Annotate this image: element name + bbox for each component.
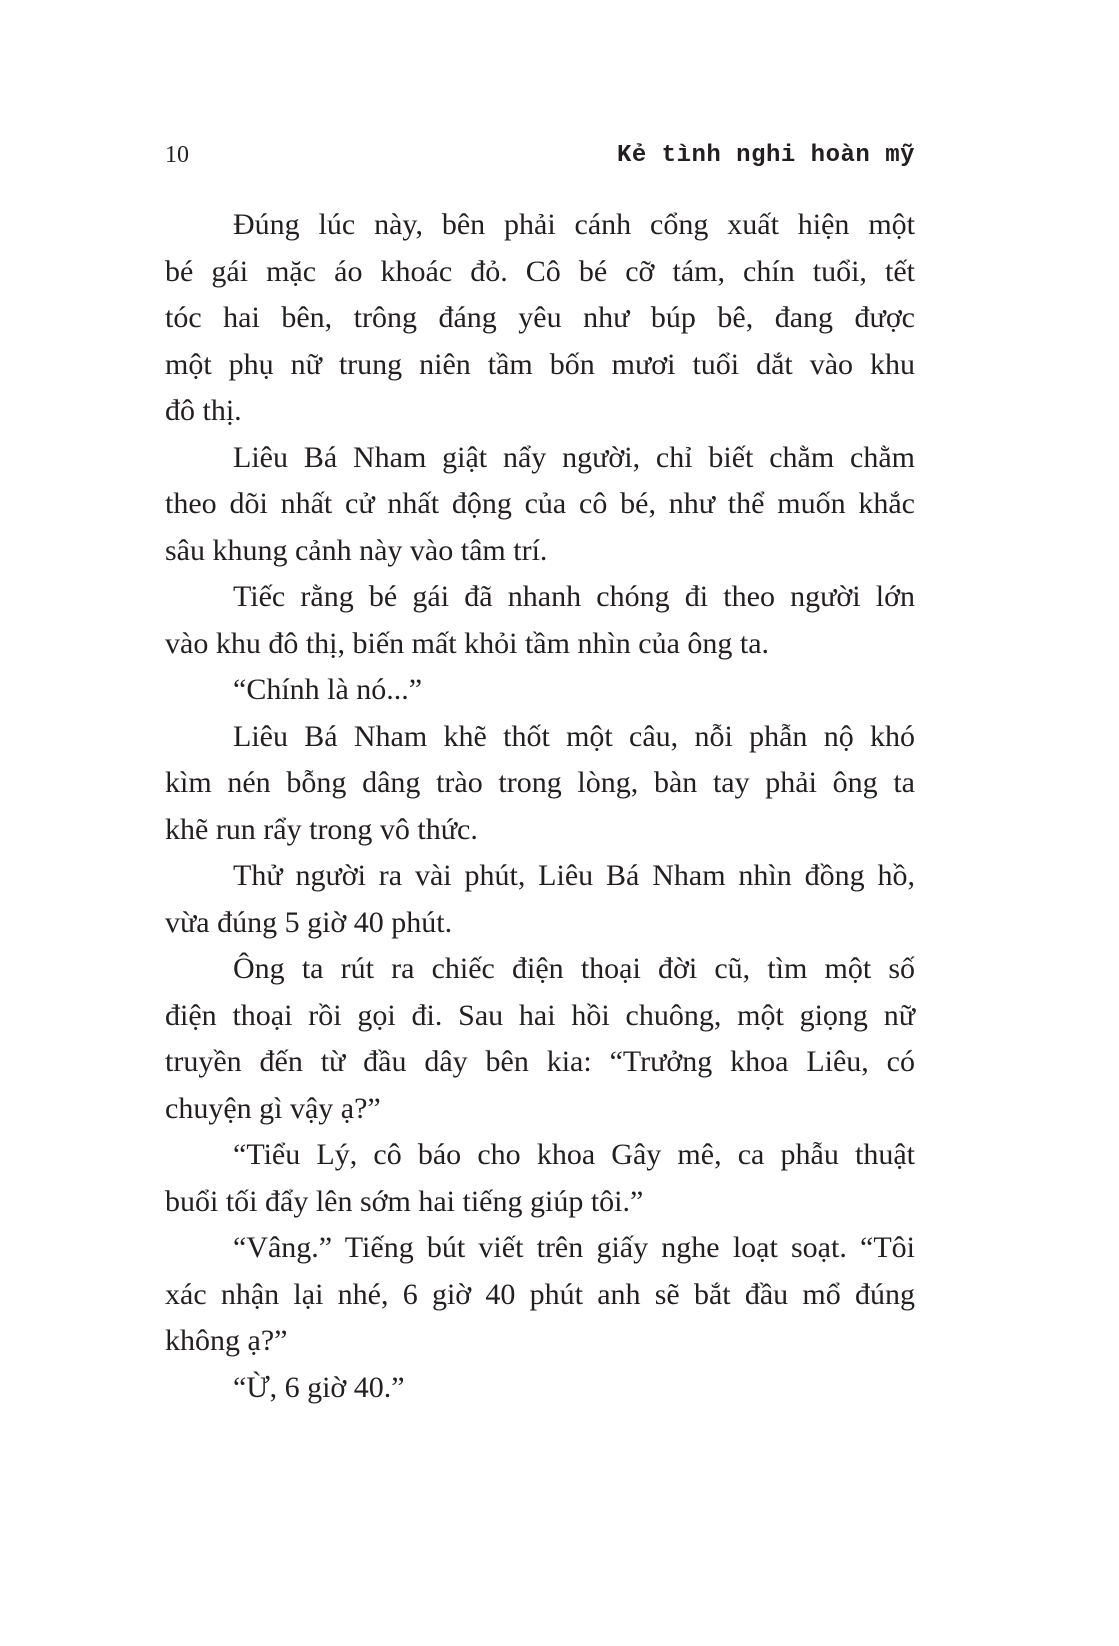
text-line: chuyện gì vậy ạ?” (165, 1091, 381, 1125)
paragraph (165, 574, 915, 667)
page-header (165, 142, 915, 176)
text-line: khẽ run rẩy trong vô thức. (165, 812, 478, 846)
paragraph (165, 1225, 915, 1365)
paragraph (165, 435, 915, 575)
paragraph (165, 853, 915, 946)
running-title: Kẻ tình nghi hoàn mỹ (616, 142, 915, 169)
text-line: một phụ nữ trung niên tầm bốn mươi tuổi dắt vào khu (165, 347, 915, 381)
text-line: Đúng lúc này, bên phải cánh cổng xuất hiện một (233, 208, 915, 241)
text-line: theo dõi nhất cử nhất động của cô bé, như thể muốn khắc (165, 487, 915, 520)
text-line: xác nhận lại nhé, 6 giờ 40 phút anh sẽ bắt đầu mổ đúng (165, 1277, 915, 1311)
text-line: điện thoại rồi gọi đi. Sau hai hồi chuông, một giọng nữ (165, 998, 915, 1032)
paragraph (165, 946, 915, 1132)
text-line: vào khu đô thị, biến mất khỏi tầm nhìn của ông ta. (165, 626, 770, 660)
paragraph (165, 1132, 915, 1225)
text-line: Tiếc rằng bé gái đã nhanh chóng đi theo người lớn (233, 580, 915, 613)
text-line: “Chính là nó...” (233, 673, 423, 706)
paragraph (165, 202, 915, 435)
text-line: không ạ?” (165, 1324, 288, 1357)
text-line: vừa đúng 5 giờ 40 phút. (165, 905, 453, 939)
text-line: Ông ta rút ra chiếc điện thoại đời cũ, tìm một số (233, 952, 915, 985)
text-line: Thử người ra vài phút, Liêu Bá Nham nhìn đồng hồ, (233, 859, 915, 892)
paragraph (165, 667, 915, 714)
text-line: kìm nén bỗng dâng trào trong lòng, bàn tay phải ông ta (165, 766, 915, 799)
text-line: đô thị. (165, 394, 242, 427)
body-text (165, 202, 915, 1411)
text-line: Liêu Bá Nham khẽ thốt một câu, nỗi phẫn nộ khó (233, 719, 915, 753)
paragraph (165, 1365, 915, 1412)
text-line: “Tiểu Lý, cô báo cho khoa Gây mê, ca phẫu thuật (233, 1138, 915, 1171)
text-line: Liêu Bá Nham giật nẩy người, chỉ biết chằm chằm (233, 440, 915, 474)
paragraph (165, 714, 915, 854)
text-line: “Vâng.” Tiếng bút viết trên giấy nghe loạt soạt. “Tôi (233, 1231, 915, 1264)
text-line: truyền đến từ đầu dây bên kia: “Trưởng khoa Liêu, có (165, 1045, 915, 1078)
text-line: tóc hai bên, trông đáng yêu như búp bê, đang được (165, 301, 915, 334)
text-line: buổi tối đẩy lên sớm hai tiếng giúp tôi.” (165, 1184, 644, 1218)
page-number: 10 (165, 142, 189, 168)
text-line: sâu khung cảnh này vào tâm trí. (165, 533, 548, 567)
text-line: “Ừ, 6 giờ 40.” (233, 1370, 405, 1404)
text-line: bé gái mặc áo khoác đỏ. Cô bé cỡ tám, chín tuổi, tết (165, 254, 915, 288)
